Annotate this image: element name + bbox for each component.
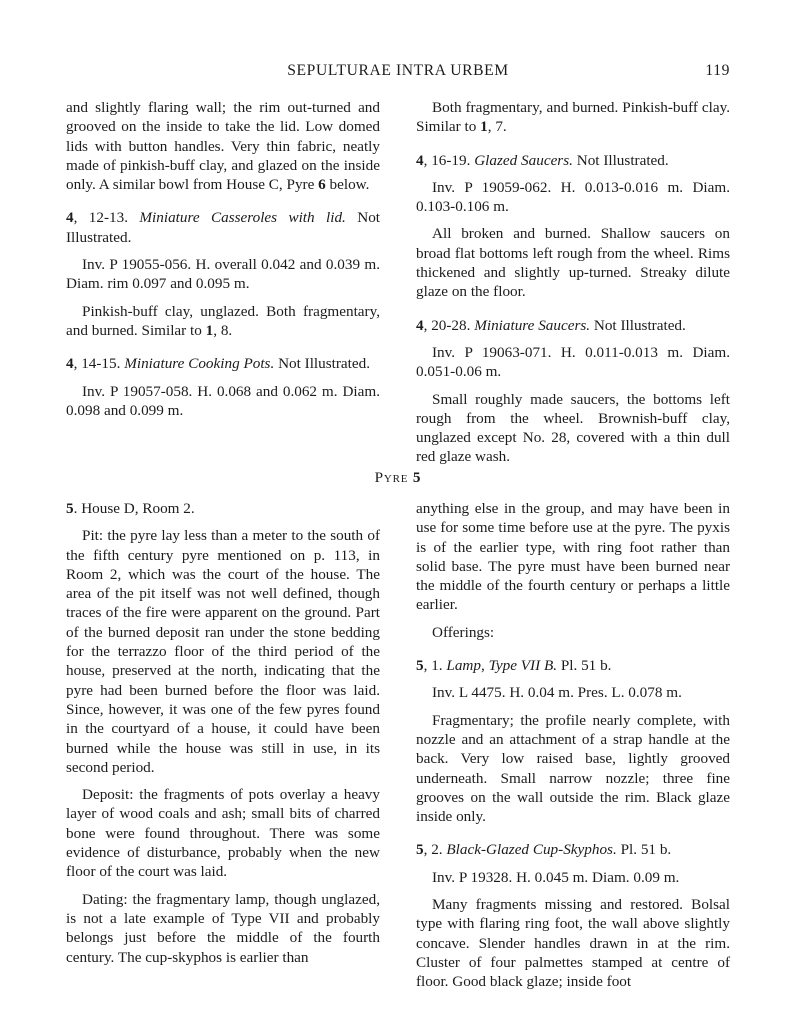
entry-description: Pinkish-buff clay, unglazed. Both fragmentary, and burned. Similar to 1, 8. [66,302,380,339]
column-lower-left [66,499,380,967]
section-heading [66,469,730,487]
entry-title: Lamp, Type VII B. [446,657,558,675]
running-title: SEPULTURAE INTRA URBEM [287,62,509,79]
inventory-line: Inv. P 19055-056. H. overall 0.042 and 0.039 m. Diam. rim 0.097 and 0.095 m. [66,256,380,293]
inventory-line: Inv. P 19063-071. H. 0.011-0.013 m. Diam. 0.051-0.06 m. [416,343,730,381]
cross-reference: 6 [318,176,326,194]
deposit-paragraph: Deposit: the fragments of pots overlay a heavy layer of wood coals and ash; small bits of charred bone were found throughout. There was some evidence of disturbance, probably when the new floor of the court was laid. [66,786,380,881]
paragraph: Both fragmentary, and burned. Pinkish-buff clay. Similar to 1, 7. [416,99,730,136]
entry-description: Fragmentary; the profile nearly complete, with nozzle and an attachment of a strap handle at the back. Very low raised base, lightly grooved underneath. Small narrow nozzle; three fine grooves on the wall outside the rim. Black glaze inside only. [416,711,730,826]
paragraph: and slightly flaring wall; the rim out-turned and grooved on the inside to take the lid. Low domed lids with button handles. Very thin fabric, neatly made of pinkish-buff clay, and glazed on the inside only. A similar bowl from House C, Pyre 6 below. [66,99,380,194]
column-upper-right [416,98,730,467]
section-number: 5 [412,469,422,486]
inventory-line: Inv. P 19328. H. 0.045 m. Diam. 0.09 m. [432,868,680,886]
dating-continued: anything else in the group, and may have been in use for some time before use at the pyre. The pyxis is of the earlier type, with ring foot rather than solid base. The pyre must have been burned near the middle of the fourth century or perhaps a little earlier. [416,500,730,614]
entry-description: All broken and burned. Shallow saucers on broad flat bottoms left rough from the wheel. Rims thickened and slightly up-turned. Streaky dilute glaze on the floor. [416,225,730,301]
pit-paragraph: Pit: the pyre lay less than a meter to the south of the fifth century pyre mentioned on p. 113, in Room 2, which was the court of the house. The area of the pit itself was not well defined, though traces of the fire were apparent on the ground. Part of the burned deposit ran under the stone bedding for the terrazzo floor of the third period of the house, preserved at the north, indicating that the pyre had been burned before the floor was laid. Since, however, it was one of the few pyres found in the courtyard of a house, it could have been burned while the house was still in use, in its second period. [66,527,380,776]
offerings-label: Offerings: [432,623,495,641]
catalogue-entry-heading: 4, 20-28. Miniature Saucers. Not Illustrated. [416,316,686,334]
location-line: 5. House D, Room 2. [66,500,195,517]
catalogue-entry-heading: 5, 2. Black-Glazed Cup-Skyphos. Pl. 51 b. [416,841,672,859]
entry-title: Miniature Saucers. [474,316,591,334]
column-lower-right [416,499,730,992]
dating-paragraph: Dating: the fragmentary lamp, though unglazed, is not a late example of Type VII and probably belongs just before the middle of the fourth century. The cup-skyphos is earlier than [66,890,380,966]
page-number: 119 [705,62,730,79]
entry-title: Glazed Saucers. [474,151,573,169]
entry-description: Small roughly made saucers, the bottoms left rough from the wheel. Brownish-buff clay, unglazed except No. 28, covered with a thin dull red glaze wash. [416,390,730,466]
entry-title: Miniature Casseroles with lid. [139,209,346,227]
inventory-line: Inv. P 19057-058. H. 0.068 and 0.062 m. Diam. 0.098 and 0.099 m. [66,382,380,419]
catalogue-entry-heading: 4, 14-15. Miniature Cooking Pots. Not Illustrated. [66,355,371,373]
entry-description: Many fragments missing and restored. Bolsal type with flaring ring foot, the wall above slightly concave. Slender handles drawn in at the rim. Cluster of four palmettes stamped at centre of floor. Good black glaze; inside foot [416,896,730,991]
catalogue-entry-heading: 5, 1. Lamp, Type VII B. Pl. 51 b. [416,657,612,675]
page-header [66,62,730,84]
column-upper-left [66,98,380,420]
inventory-line: Inv. P 19059-062. H. 0.013-0.016 m. Diam. 0.103-0.106 m. [416,178,730,216]
inventory-line: Inv. L 4475. H. 0.04 m. Pres. L. 0.078 m. [432,684,682,702]
catalogue-entry-heading: 4, 16-19. Glazed Saucers. Not Illustrated. [416,151,669,169]
section-label: Pyre [374,469,409,486]
catalogue-entry-heading: 4, 12-13. Miniature Casseroles with lid. Not Illustrated. [66,209,381,246]
entry-title: Black-Glazed Cup-Skyphos. [446,841,617,859]
entry-title: Miniature Cooking Pots. [124,355,275,373]
